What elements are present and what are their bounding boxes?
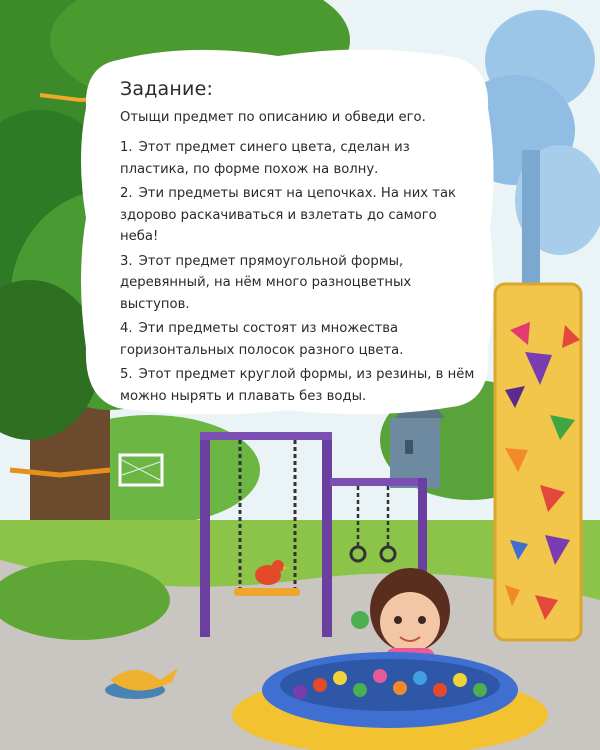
task-item xyxy=(120,137,476,180)
task-item-text: Этот предмет прямоугольной формы, деревянный, на нём много разноцветных выступов. xyxy=(120,253,412,312)
task-item-text: Эти предметы висят на цепочках. На них так здорово раскачиваться и взлетать до самого неба! xyxy=(120,186,457,244)
task-item-number: 2. xyxy=(120,186,133,201)
task-item xyxy=(120,251,476,316)
task-instruction: Отыщи предмет по описанию и обведи его. xyxy=(120,110,426,125)
task-title: Задание: xyxy=(120,78,214,100)
task-item-text: Этот предмет круглой формы, из резины, в нём можно нырять и плавать без воды. xyxy=(120,367,475,404)
task-item-number: 5. xyxy=(120,367,133,382)
task-item xyxy=(120,183,476,248)
task-text xyxy=(120,78,476,410)
task-card xyxy=(78,48,498,416)
climbing-wall xyxy=(495,284,581,640)
task-item xyxy=(120,318,476,361)
task-item xyxy=(120,364,476,407)
task-item-text: Эти предметы состоят из множества горизонтальных полосок разного цвета. xyxy=(120,321,404,358)
task-item-number: 1. xyxy=(120,140,133,155)
task-item-text: Этот предмет синего цвета, сделан из пластика, по форме похож на волну. xyxy=(120,140,410,177)
task-item-number: 3. xyxy=(120,253,133,269)
task-item-number: 4. xyxy=(120,321,133,336)
